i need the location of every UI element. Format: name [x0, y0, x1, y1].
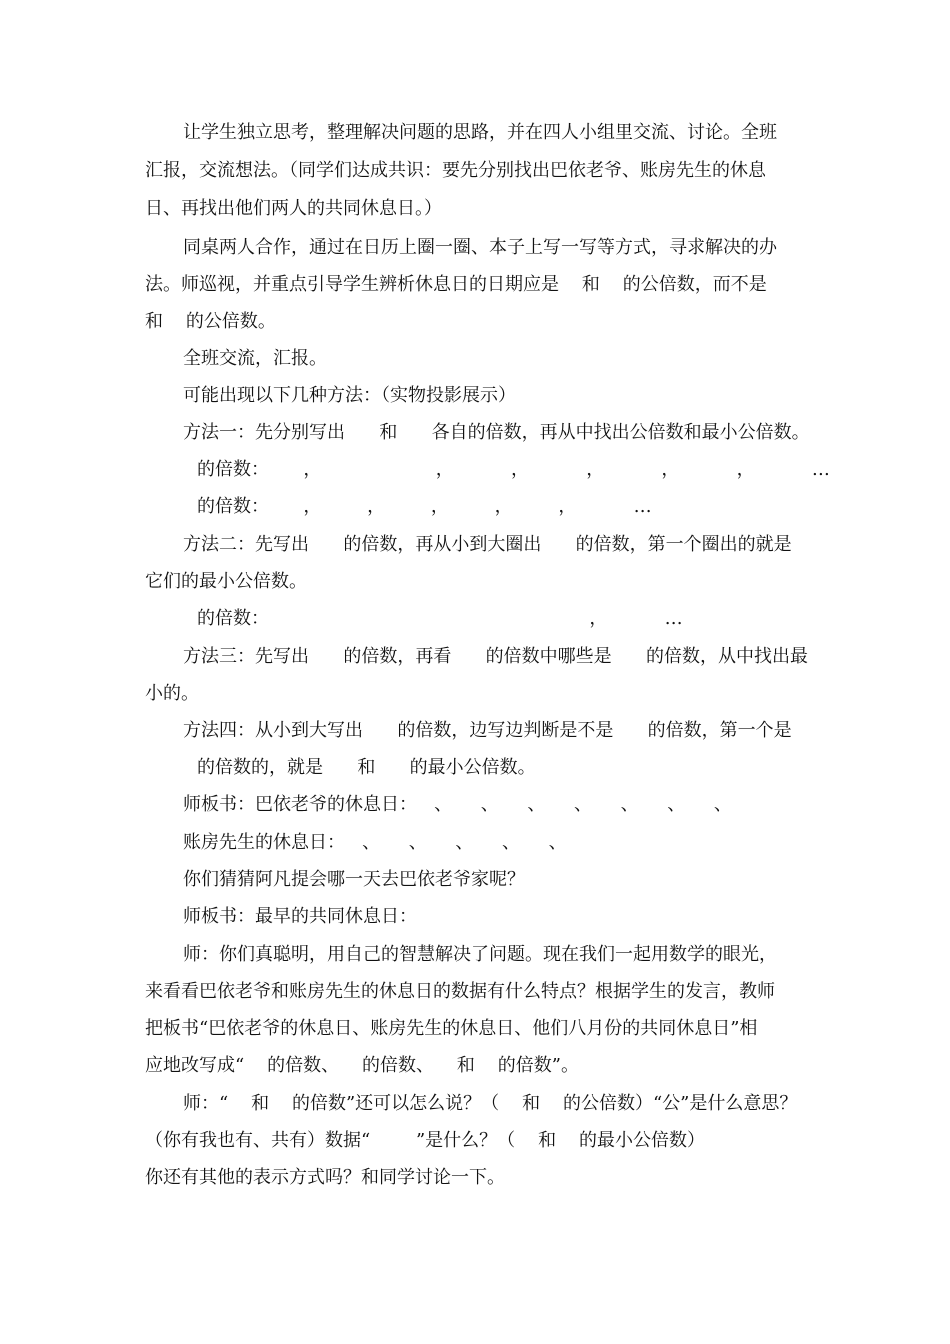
paragraph-line: 把板书“巴依老爷的休息日、账房先生的休息日、他们八月份的共同休息日”相	[145, 1018, 758, 1039]
paragraph-line: 师：“ 和 的倍数”还可以怎么说？（ 和 的公倍数）“公”是什么意思？	[183, 1093, 798, 1114]
paragraph-line: 你们猜猜阿凡提会哪一天去巴依老爷家呢？	[183, 869, 525, 890]
paragraph-line: 的倍数： ， ， ， ， ， …	[197, 496, 652, 517]
paragraph-line: 和 的公倍数。	[145, 311, 276, 332]
paragraph-line: 你还有其他的表示方式吗？和同学讨论一下。	[145, 1167, 505, 1188]
paragraph-line: （你有我也有、共有）数据“ ”是什么？（ 和 的最小公倍数）	[145, 1130, 705, 1151]
paragraph-line: 应地改写成“ 的倍数、 的倍数、 和 的倍数”。	[145, 1055, 579, 1076]
paragraph-line: 全班交流，汇报。	[183, 348, 327, 369]
paragraph-line: 来看看巴依老爷和账房先生的休息日的数据有什么特点？根据学生的发言，教师	[145, 981, 775, 1002]
paragraph-line: 方法四：从小到大写出 的倍数，边写边判断是不是 的倍数，第一个是	[183, 720, 792, 741]
paragraph-line: 汇报，交流想法。（同学们达成共识：要先分别找出巴依老爷、账房先生的休息	[145, 160, 766, 181]
paragraph-line: 日、再找出他们两人的共同休息日。）	[145, 198, 442, 219]
paragraph-line: 可能出现以下几种方法：（实物投影展示）	[183, 385, 516, 406]
paragraph-line: 方法二：先写出 的倍数，再从小到大圈出 的倍数，第一个圈出的就是	[183, 534, 792, 555]
paragraph-line: 师：你们真聪明，用自己的智慧解决了问题。现在我们一起用数学的眼光，	[183, 944, 777, 965]
paragraph-line: 法。师巡视，并重点引导学生辨析休息日的日期应是 和 的公倍数，而不是	[145, 274, 767, 295]
paragraph-line: 师板书：最早的共同休息日：	[183, 906, 417, 927]
paragraph-line: 的倍数的，就是 和 的最小公倍数。	[197, 757, 536, 778]
paragraph-line: 让学生独立思考，整理解决问题的思路，并在四人小组里交流、讨论。全班	[183, 122, 777, 143]
paragraph-line: 的倍数： ， …	[197, 608, 683, 629]
paragraph-line: 同桌两人合作，通过在日历上圈一圈、本子上写一写等方式，寻求解决的办	[183, 237, 777, 258]
paragraph-line: 小的。	[145, 683, 199, 704]
paragraph-line: 账房先生的休息日： 、 、 、 、 、	[183, 832, 567, 853]
paragraph-line: 它们的最小公倍数。	[145, 571, 307, 592]
paragraph-line: 师板书：巴依老爷的休息日： 、 、 、 、 、 、 、	[183, 794, 732, 815]
paragraph-line: 方法三：先写出 的倍数，再看 的倍数中哪些是 的倍数，从中找出最	[183, 646, 808, 667]
paragraph-line: 方法一：先分别写出 和 各自的倍数，再从中找出公倍数和最小公倍数。	[183, 422, 810, 443]
paragraph-line: 的倍数： ， ， ， ， ， ， …	[197, 459, 830, 480]
